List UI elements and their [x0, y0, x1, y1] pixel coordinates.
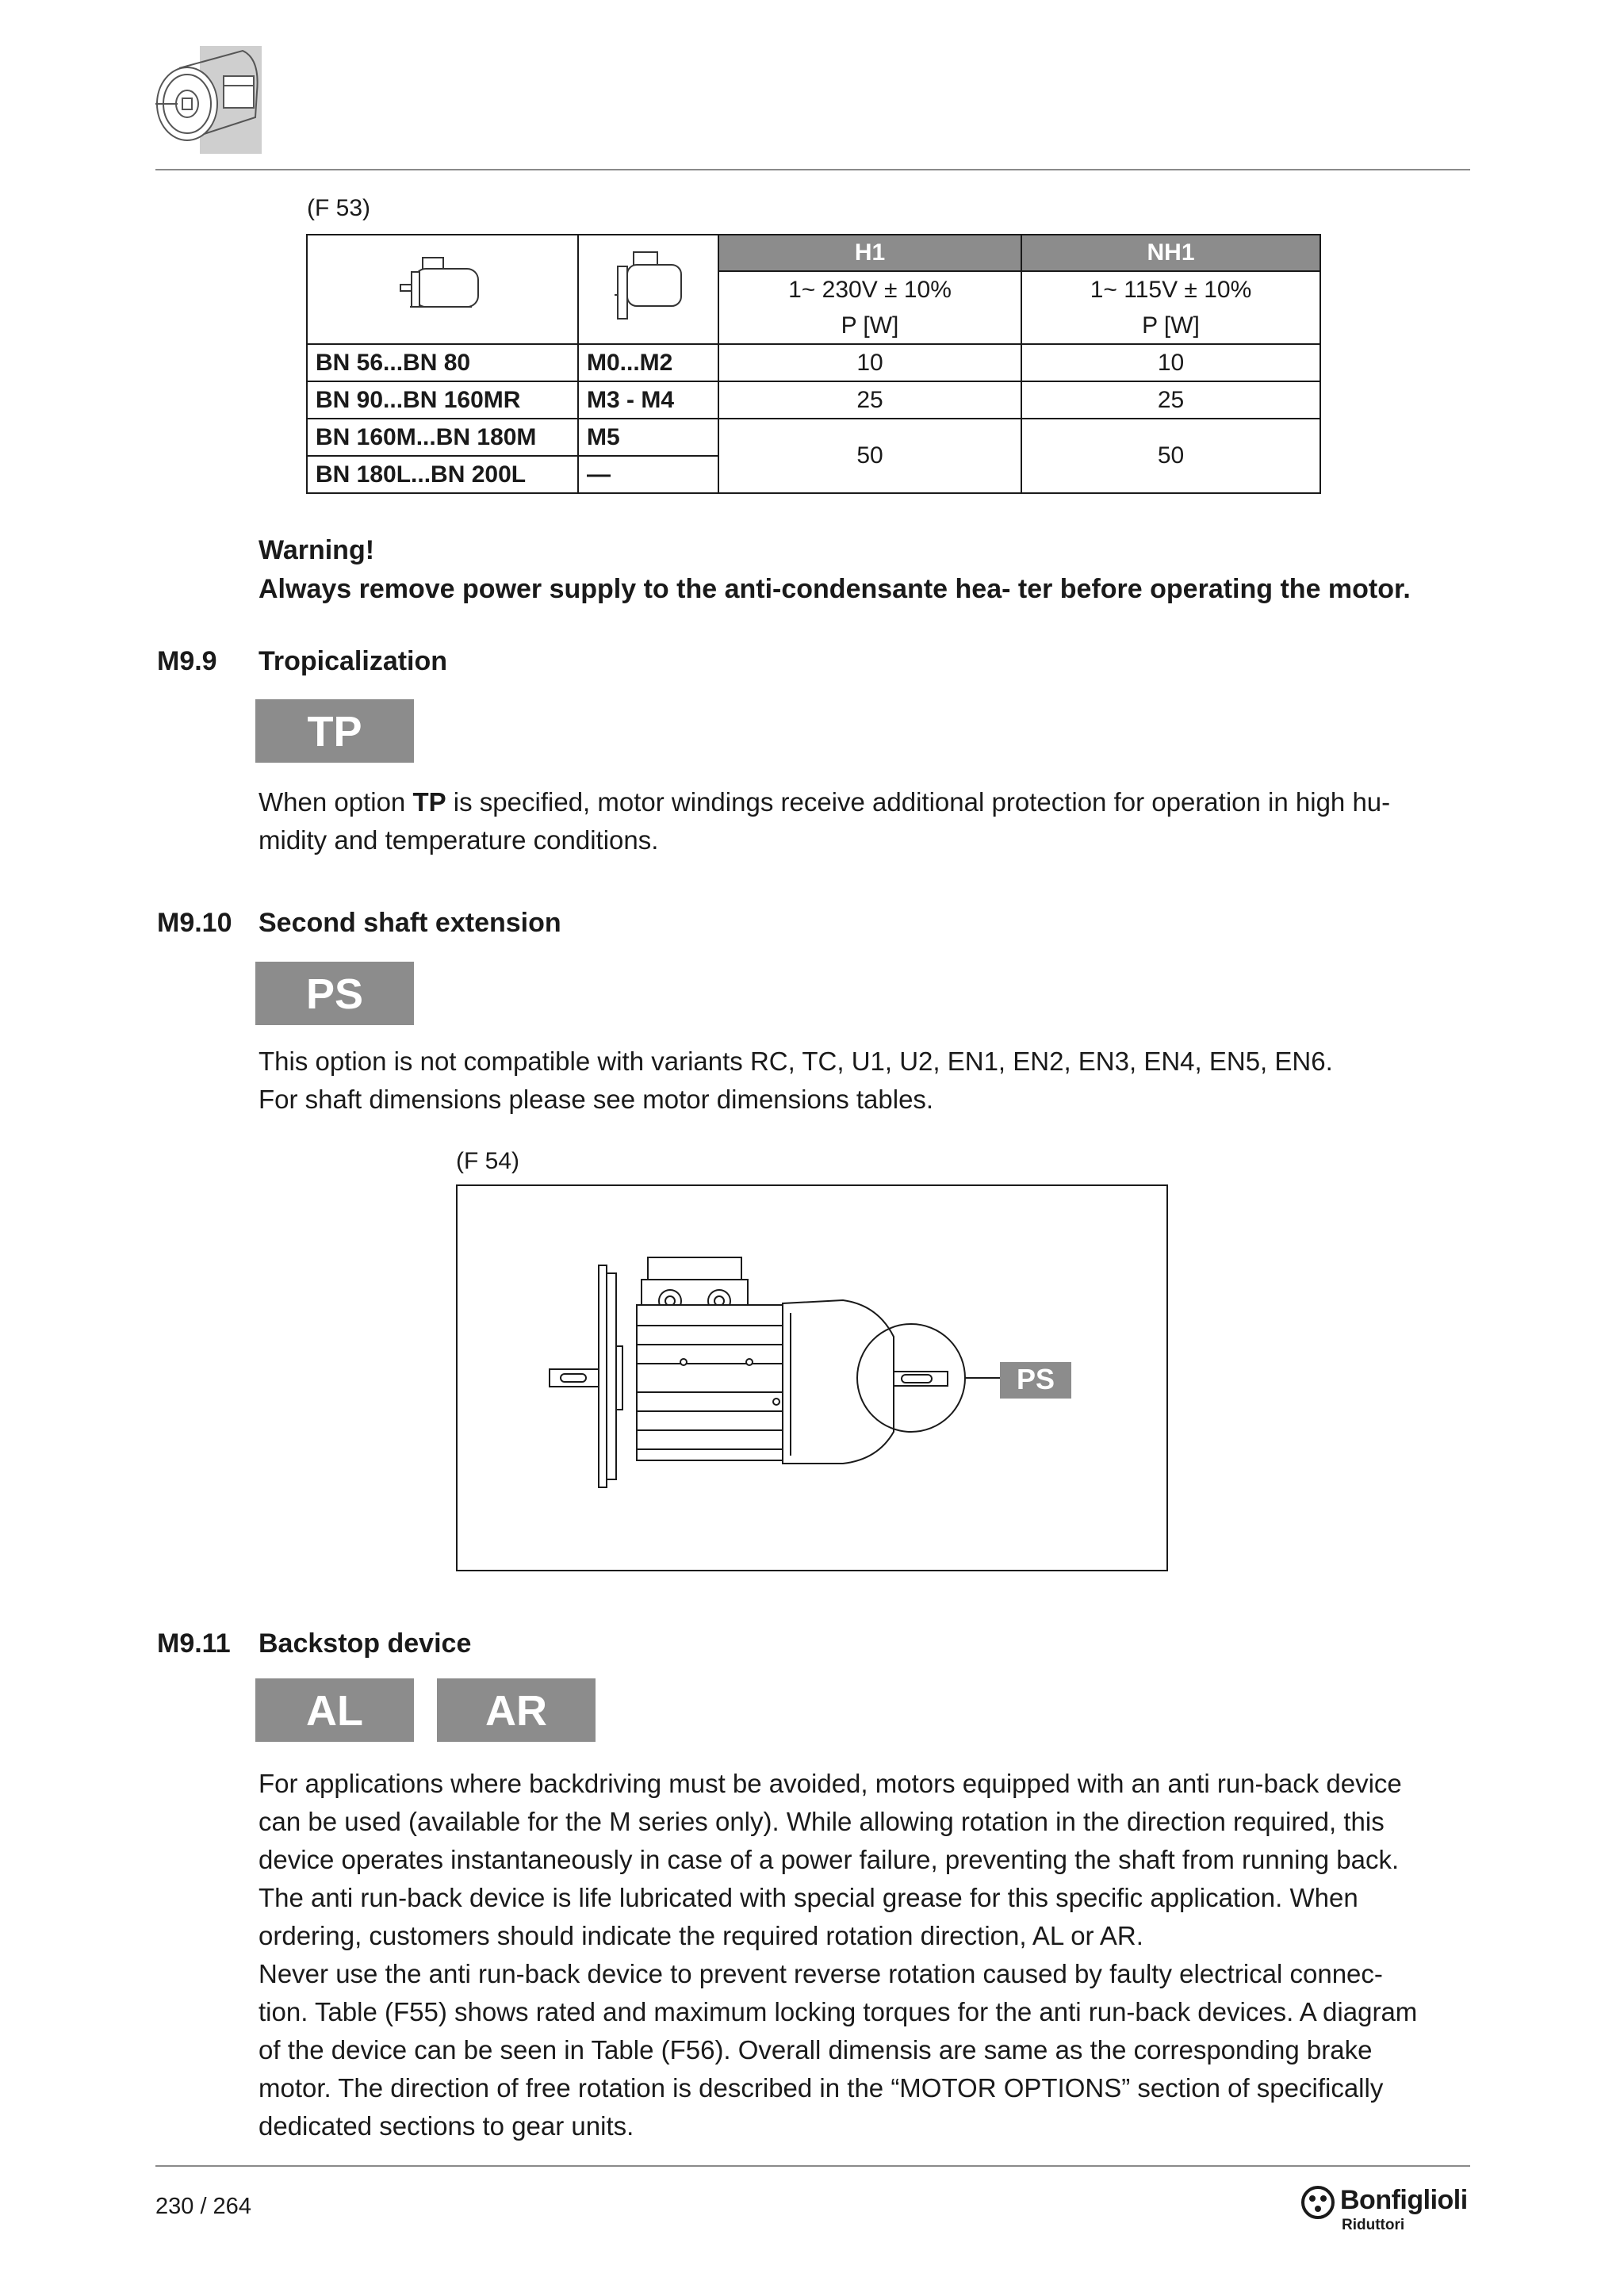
ps-callout-label: PS	[1016, 1363, 1055, 1395]
motor-range: BN 160M...BN 180M	[307, 419, 578, 456]
motor-range: BN 56...BN 80	[307, 344, 578, 381]
heater-power-table	[306, 234, 1321, 494]
nh1-unit: P [W]	[1021, 308, 1320, 344]
section-title-backstop: Backstop device	[259, 1628, 472, 1659]
section-number-backstop: M9.11	[157, 1628, 231, 1659]
header-motor-logo	[155, 44, 263, 155]
brand-name: Bonfiglioli	[1340, 2185, 1468, 2215]
figure-f54-frame	[456, 1184, 1168, 1571]
figure-label-f53: (F 53)	[307, 195, 371, 221]
motor-foot-icon	[399, 254, 486, 318]
section-title-tropicalization: Tropicalization	[259, 646, 448, 676]
nh1-power: 10	[1021, 344, 1320, 381]
table-header-h1: H1	[718, 235, 1021, 271]
tropicalization-text: When option TP is specified, motor windings receive additional protection for operation in high hu- midity and temperature conditions.	[259, 787, 1391, 855]
option-badge-tp: TP	[255, 699, 414, 763]
option-badge-al: AL	[255, 1678, 414, 1742]
backstop-text: For applications where backdriving must be avoided, motors equipped with an anti run-back device can be used (available for the M series only). While allowing rotation in the direction required, this device operates instantaneously in case of a power failure, preventing the shaft from running back. The anti run-back device is life lubricated with special grease for this specific application. When ordering, customers should indicate the required rotation direction, AL or AR. Never use the anti run-back device to prevent reverse rotation caused by faulty electrical connec- tion. Table (F55) shows rated and maximum locking torques for the anti run-back devices. A diagram of the device can be seen in Table (F56). Overall dimensis are same as the corresponding brake motor. The direction of free rotation is described in the “MOTOR OPTIONS” section of specifically dedicated sections to gear units.	[259, 1769, 1418, 2141]
section-title-second-shaft: Second shaft extension	[259, 908, 561, 938]
m-range: M5	[578, 419, 718, 456]
option-badge-ar: AR	[437, 1678, 596, 1742]
warning-title: Warning!	[259, 535, 375, 565]
table-row	[307, 344, 1320, 381]
table-row	[307, 381, 1320, 419]
header-rule	[155, 169, 1470, 170]
table-brake-motor-image-cell	[578, 235, 718, 344]
h1-unit: P [W]	[718, 308, 1021, 344]
page-number: 230 / 264	[155, 2194, 251, 2219]
motor-second-shaft-drawing	[458, 1186, 1166, 1570]
brand-subtitle: Riduttori	[1342, 2217, 1405, 2233]
brand-logo	[1300, 2183, 1475, 2231]
motor-flange-icon	[613, 251, 684, 322]
option-badge-ps: PS	[255, 962, 414, 1025]
m-range: M3 - M4	[578, 381, 718, 419]
nh1-voltage: 1~ 115V ± 10%	[1021, 271, 1320, 308]
nh1-power: 25	[1021, 381, 1320, 419]
motor-range: BN 90...BN 160MR	[307, 381, 578, 419]
warning-text: Always remove power supply to the anti-condensante hea- ter before operating the motor.	[259, 574, 1411, 604]
motor-range: BN 180L...BN 200L	[307, 456, 578, 493]
nh1-power: 50	[1021, 419, 1320, 493]
section-number-tropicalization: M9.9	[157, 646, 217, 676]
h1-voltage: 1~ 230V ± 10%	[718, 271, 1021, 308]
figure-label-f54: (F 54)	[456, 1148, 520, 1174]
footer-rule	[155, 2165, 1470, 2167]
h1-power: 25	[718, 381, 1021, 419]
table-header-nh1: NH1	[1021, 235, 1320, 271]
h1-power: 50	[718, 419, 1021, 493]
second-shaft-text: This option is not compatible with variants RC, TC, U1, U2, EN1, EN2, EN3, EN4, EN5, EN6. For shaft dimensions please see motor dimensions tables.	[259, 1047, 1333, 1114]
section-number-second-shaft: M9.10	[157, 908, 232, 938]
h1-power: 10	[718, 344, 1021, 381]
m-range: M0...M2	[578, 344, 718, 381]
table-row	[307, 419, 1320, 456]
m-range: —	[578, 456, 718, 493]
table-motor-b3-image-cell	[307, 235, 578, 344]
bonfiglioli-logo-icon	[1300, 2185, 1335, 2220]
